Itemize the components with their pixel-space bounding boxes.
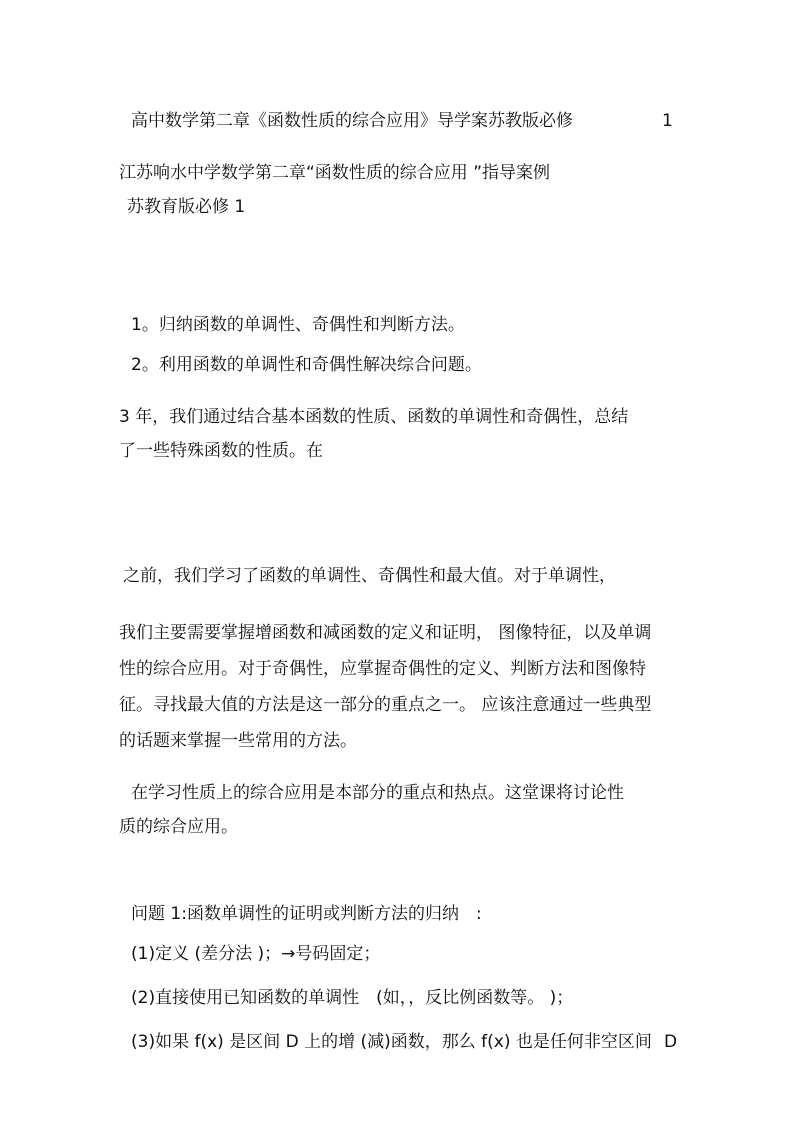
method-item-3: (3)如果 f(x) 是区间 D 上的增 (减)函数，那么 f(x) 也是任何非空区间 — [131, 1032, 652, 1052]
review-paragraph-line-3: 性的综合应用。对于奇偶性，应掌握奇偶性的定义、判断方法和图像特 — [119, 659, 646, 679]
document-subtitle: 江苏响水中学数学第二章“函数性质的综合应用 ”指导案例 — [119, 163, 551, 183]
problem-1-heading: 问题 1:函数单调性的证明或判断方法的归纳 : — [131, 904, 482, 924]
learning-goal-1: 1。归纳函数的单调性、奇偶性和判断方法。 — [131, 315, 465, 335]
intro-paragraph-line-2: 了一些特殊函数的性质。在 — [119, 441, 323, 461]
document-title: 高中数学第二章《函数性质的综合应用》导学案苏教版必修 — [131, 111, 573, 131]
document-subtitle-continuation: 苏教育版必修 1 — [127, 197, 246, 217]
review-paragraph-line-4: 征。寻找最大值的方法是这一部分的重点之一。 应该注意通过一些典型 — [119, 695, 652, 715]
method-item-3-end: D — [664, 1032, 678, 1052]
method-item-2: (2)直接使用已知函数的单调性 (如，，反比例函数等。 )； — [131, 988, 574, 1008]
review-paragraph-line-2: 我们主要需要掌握增函数和减函数的定义和证明， 图像特征，以及单调 — [119, 623, 652, 643]
review-paragraph-line-1: 之前，我们学习了函数的单调性、奇偶性和最大值。对于单调性， — [123, 566, 616, 586]
focus-paragraph-line-1: 在学习性质上的综合应用是本部分的重点和热点。这堂课将讨论性 — [131, 783, 624, 803]
method-item-1: (1)定义 (差分法 )；→号码固定； — [131, 944, 381, 964]
learning-goal-2: 2。利用函数的单调性和奇偶性解决综合问题。 — [131, 355, 482, 375]
review-paragraph-line-5: 的话题来掌握一些常用的方法。 — [119, 731, 357, 751]
intro-paragraph-line-1: 3 年，我们通过结合基本函数的性质、函数的单调性和奇偶性，总结 — [119, 407, 629, 427]
document-title-number: 1 — [662, 111, 673, 131]
focus-paragraph-line-2: 质的综合应用。 — [119, 817, 238, 837]
